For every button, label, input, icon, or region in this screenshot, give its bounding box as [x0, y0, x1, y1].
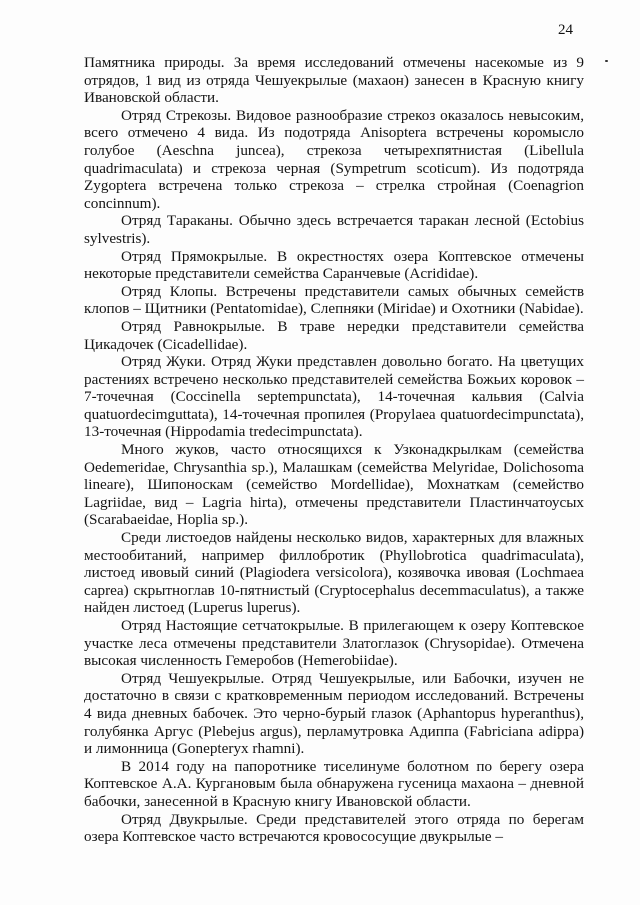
body-text	[84, 54, 584, 846]
scan-speck	[605, 60, 608, 62]
paragraph: Отряд Прямокрылые. В окрестностях озера Коптевское отмечены некоторые представители семейства Саранчевые (Acrididae).	[84, 247, 584, 283]
paragraph: Отряд Равнокрылые. В траве нередки представители семейства Цикадочек (Cicadellidae).	[84, 317, 584, 353]
paragraph: Отряд Клопы. Встречены представители самых обычных семейств клопов – Щитники (Pentatomidae), Слепняки (Miridae) и Охотники (Nabidae).	[84, 282, 584, 318]
paragraph: Отряд Тараканы. Обычно здесь встречается таракан лесной (Ectobius sylvestris).	[84, 212, 584, 247]
paragraph: Памятника природы. За время исследований отмечены насекомые из 9 отрядов, 1 вид из отряда Чешуекрылые (махаон) занесен в Красную книгу Ивановской области.	[84, 54, 584, 107]
paragraph: В 2014 году на папоротнике тиселинуме болотном по берегу озера Коптевское А.А. Кургановым была обнаружена гусеница махаона – дневной бабочки, занесенной в Красную книгу Ивановской области.	[84, 757, 584, 810]
paragraph: Отряд Двукрылые. Среди представителей этого отряда по берегам озера Коптевское часто встречаются кровососущие двукрылые –	[84, 810, 584, 846]
page-number: 24	[558, 22, 573, 38]
paragraph: Много жуков, часто относящихся к Узконадкрылкам (семейства Oedemeridae, Chrysanthia sp.), Малашкам (семейства Melyridae, Dolichosoma lineare), Шипоноскам (семейство Mordellidae), Мохнаткам (семейство Lagriidae, вид – Lagria hirta), отмечены представители Пластинчатоусых (Scarabaeidae, Hoplia sp.).	[84, 441, 584, 529]
paragraph: Отряд Стрекозы. Видовое разнообразие стрекоз оказалось невысоким, всего отмечено 4 вида. Из подотряда Anisoptera встречены коромысло голубое (Aeschna juncea), стрекоза четырехпятнистая (Libellula quadrimaculata) и стрекоза черная (Sympetrum scoticum). Из подотряда Zygoptera встречена только стрекоза – стрелка стройная (Coenagrion concinnum).	[84, 106, 584, 212]
paragraph: Отряд Жуки. Отряд Жуки представлен довольно богато. На цветущих растениях встречено несколько представителей семейства Божьих коровок – 7-точечная (Coccinella septempunctata), 14-точечная кальвия (Calvia quatuordecimguttata), 14-точечная пропилея (Propylaea quatuordecimpunctata), 13-точечная (Hippodamia tredecimpunctata).	[84, 353, 584, 441]
paragraph: Отряд Настоящие сетчатокрылые. В прилегающем к озеру Коптевское участке леса отмечены представители Златоглазок (Chrysopidae). Отмечена высокая численность Гемеробов (Hemerobiidae).	[84, 617, 584, 670]
paragraph: Отряд Чешуекрылые. Отряд Чешуекрылые, или Бабочки, изучен не достаточно в связи с кратковременным периодом исследований. Встречены 4 вида дневных бабочек. Это черно-бурый глазок (Aphantopus hyperanthus), голубянка Аргус (Plebejus argus), перламутровка Адиппа (Fabriciana adippa) и лимонница (Gonepteryx rhamni).	[84, 669, 584, 758]
paragraph: Среди листоедов найдены несколько видов, характерных для влажных местообитаний, например филлобротик (Phyllobrotica quadrimaculata), листоед ивовый синий (Plagiodera versicolora), козявочка ивовая (Lochmaea caprea) скрытноглав 10-пятнистый (Cryptocephalus decemmaculatus), а также найден листоед (Luperus luperus).	[84, 529, 584, 617]
